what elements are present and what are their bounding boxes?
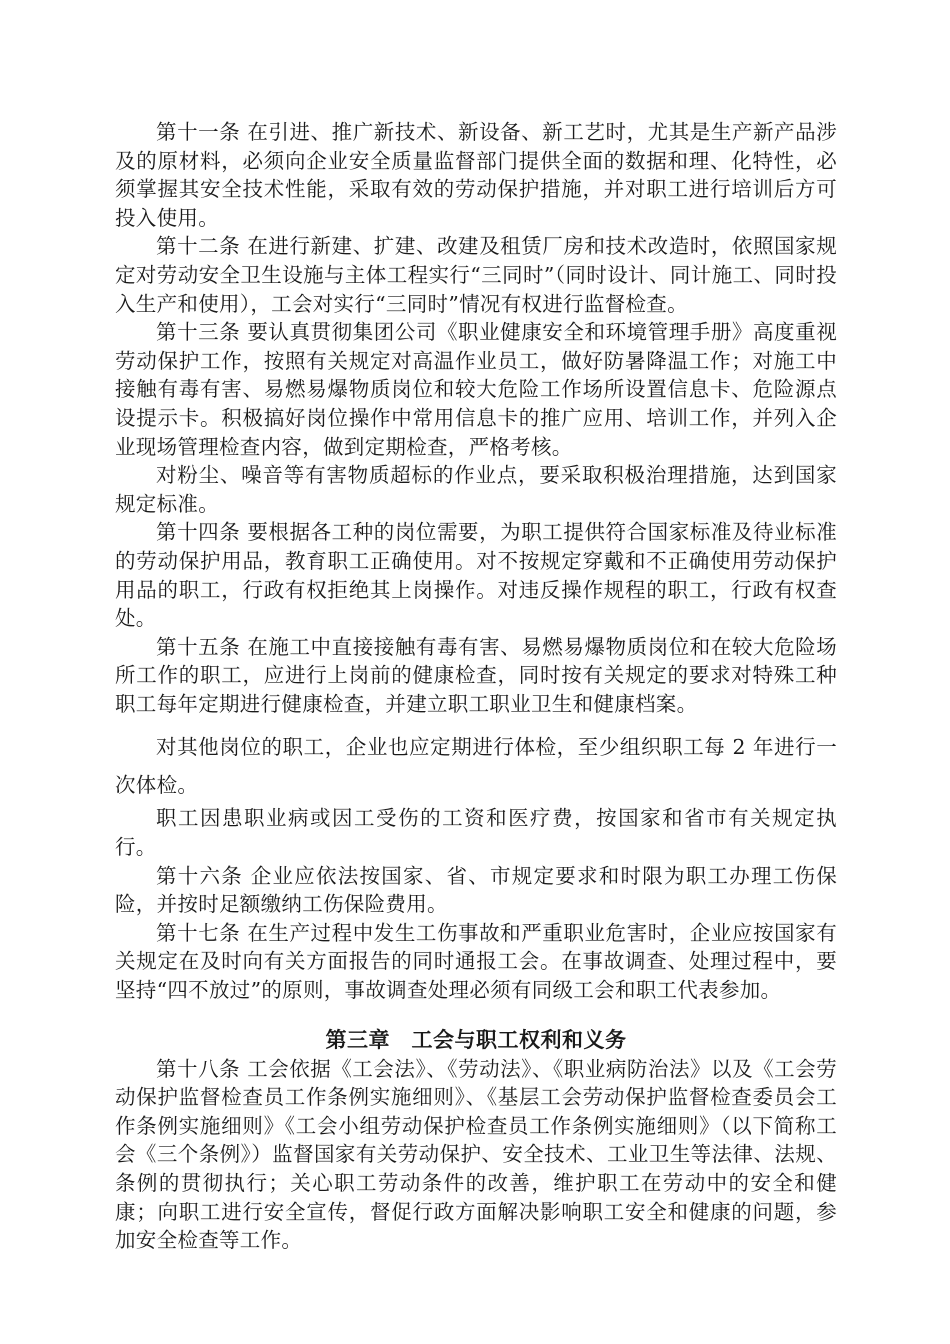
- article-11-paragraph: 第十一条 在引进、推广新技术、新设备、新工艺时，尤其是生产新产品涉及的原材料，必须向企业安全质量监督部门提供全面的数据和理、化特性，必须掌握其安全技术性能，采取有效的劳动保护措施，并对职工进行培训后方可投入使用。: [115, 120, 837, 230]
- article-17-paragraph: 第十七条 在生产过程中发生工伤事故和严重职业危害时，企业应按国家有关规定在及时向有关方面报告的同时通报工会。在事故调查、处理过程中，要坚持“四不放过”的原则，事故调查处理必须有同级工会和职工代表参加。: [115, 920, 837, 1003]
- article-14-paragraph: 第十四条 要根据各工种的岗位需要，为职工提供符合国家标准及待业标准的劳动保护用品，教育职工正确使用。对不按规定穿戴和不正确使用劳动保护用品的职工，行政有权拒绝其上岗操作。对违反操作规程的职工，行政有权查处。: [115, 520, 837, 631]
- article-12-paragraph: 第十二条 在进行新建、扩建、改建及租赁厂房和技术改造时，依照国家规定对劳动安全卫生设施与主体工程实行“三同时”（同时设计、同计施工、同时投入生产和使用），工会对实行“三同时”情况有权进行监督检查。: [115, 234, 837, 316]
- document-page: [115, 118, 837, 1255]
- dust-noise-paragraph: 对粉尘、噪音等有害物质超标的作业点，要采取积极治理措施，达到国家规定标准。: [115, 463, 837, 516]
- article-13-paragraph: 第十三条 要认真贯彻集团公司《职业健康安全和环境管理手册》高度重视劳动保护工作，按照有关规定对高温作业员工，做好防暑降温工作；对施工中接触有毒有害、易燃易爆物质岗位和较大危险工作场所设置信息卡、危险源点设提示卡。积极搞好岗位操作中常用信息卡的推广应用、培训工作，并列入企业现场管理检查内容，做到定期检查，严格考核。: [115, 320, 837, 459]
- occupational-disease-paragraph: 职工因患职业病或因工受伤的工资和医疗费，按国家和省市有关规定执行。: [115, 806, 837, 860]
- chapter-title: 第三章 工会与职工权利和义务: [325, 1027, 627, 1052]
- article-15-paragraph: 第十五条 在施工中直接接触有毒有害、易燃易爆物质岗位和在较大危险场所工作的职工，应进行上岗前的健康检查，同时按有关规定的要求对特殊工种职工每年定期进行健康检查，并建立职工职业卫生和健康档案。: [115, 634, 837, 716]
- article-18-paragraph: 第十八条 工会依据《工会法》、《劳动法》、《职业病防治法》以及《工会劳动保护监督检查员工作条例实施细则》、《基层工会劳动保护监督检查委员会工作条例实施细则》《工会小组劳动保护检查员工作条例实施细则》（以下简称工会《三个条例》）监督国家有关劳动保护、安全技术、工业卫生等法律、法规、条例的贯彻执行；关心职工劳动条件的改善，维护职工在劳动中的安全和健康；向职工进行安全宣传，督促行政方面解决影响职工安全和健康的问题，参加安全检查等工作。: [115, 1056, 837, 1253]
- physical-exam-paragraph: 对其他岗位的职工，企业也应定期进行体检，至少组织职工每 2 年进行一次体检。: [115, 735, 837, 798]
- article-16-paragraph: 第十六条 企业应依法按国家、省、市规定要求和时限为职工办理工伤保险，并按时足额缴纳工伤保险费用。: [115, 863, 837, 917]
